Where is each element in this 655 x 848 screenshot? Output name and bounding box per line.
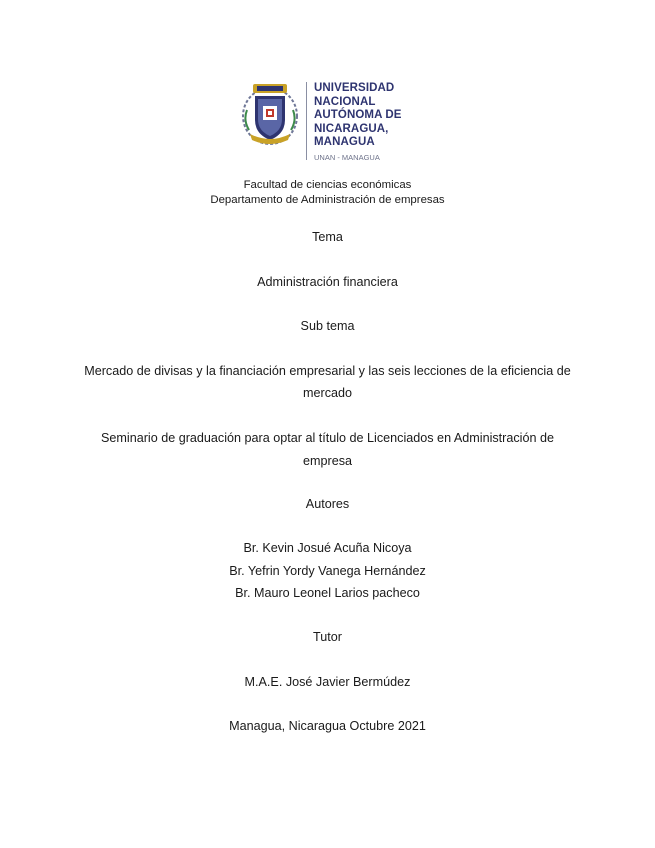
logo-divider <box>306 82 307 160</box>
subtopic-value-line-2: mercado <box>303 386 352 400</box>
subtopic-value-line-1: Mercado de divisas y la financiación empresarial y las seis lecciones de la eficiencia de <box>84 364 571 378</box>
logo-line: NACIONAL <box>314 95 376 108</box>
logo-wordmark <box>314 82 414 163</box>
department-name: Departamento de Administración de empresas <box>210 194 445 206</box>
logo-line: UNIVERSIDAD <box>314 82 395 94</box>
university-logo <box>241 80 411 164</box>
tutor-label: Tutor <box>313 630 342 644</box>
place-date: Managua, Nicaragua Octubre 2021 <box>229 719 426 733</box>
authors-label: Autores <box>305 497 350 511</box>
faculty-name: Facultad de ciencias económicas <box>243 179 412 191</box>
author-name: Br. Kevin Josué Acuña Nicoya <box>243 541 412 555</box>
logo-line: AUTÓNOMA DE <box>314 109 402 122</box>
author-name: Br. Mauro Leonel Larios pacheco <box>235 586 420 600</box>
topic-label: Tema <box>312 230 343 244</box>
logo-subline: UNAN - MANAGUA <box>314 152 380 162</box>
topic-value: Administración financiera <box>257 275 398 289</box>
subtopic-label: Sub tema <box>300 319 355 333</box>
logo-line: MANAGUA <box>314 136 375 149</box>
seminar-line-1: Seminario de graduación para optar al título de Licenciados en Administración de <box>101 431 554 445</box>
author-name: Br. Yefrin Yordy Vanega Hernández <box>229 564 426 578</box>
tutor-name: M.A.E. José Javier Bermúdez <box>244 675 411 689</box>
logo-line: NICARAGUA, <box>314 122 389 135</box>
university-crest-icon <box>241 80 299 146</box>
seminar-line-2: empresa <box>303 454 352 468</box>
